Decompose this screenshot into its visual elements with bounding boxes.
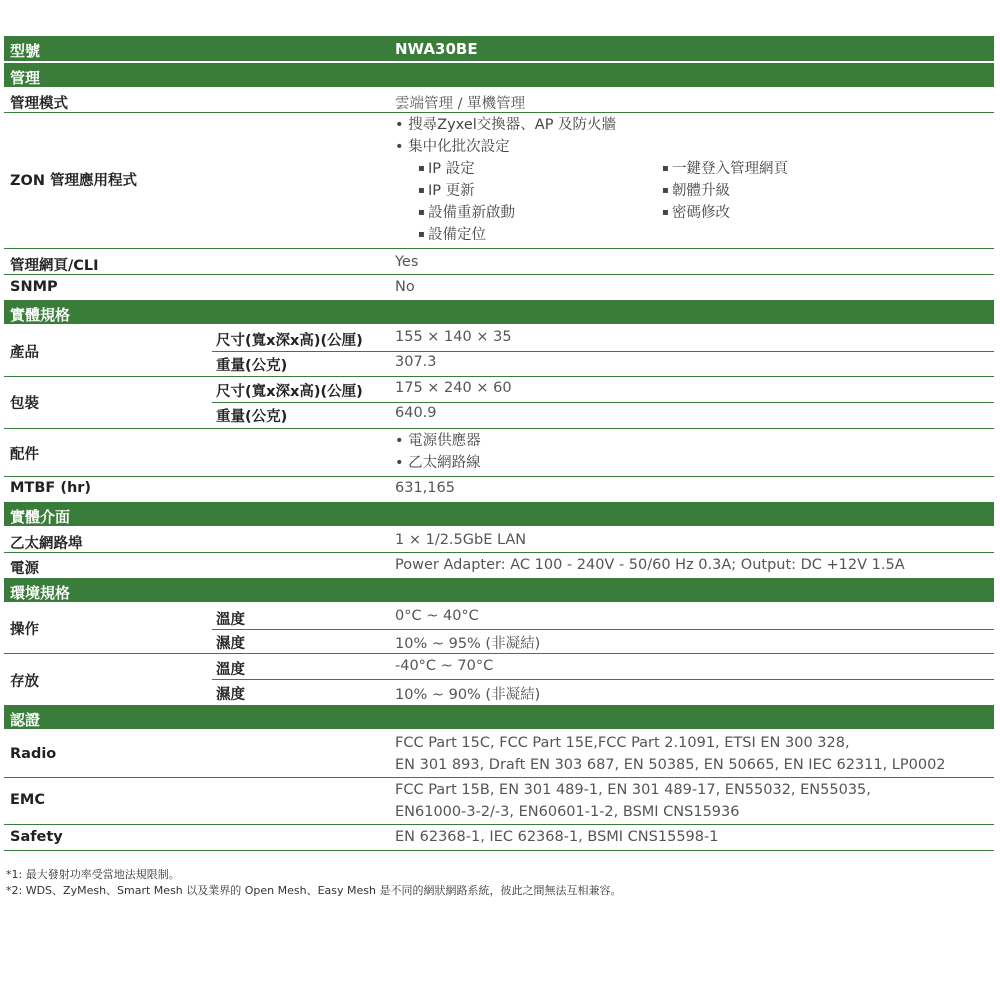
zon-bullet: • 搜尋Zyxel交換器、AP 及防火牆 bbox=[395, 114, 616, 136]
storage-row bbox=[4, 654, 994, 705]
footnote-2: *2: WDS、ZyMesh、Smart Mesh 以及業界的 Open Mesh、Easy Mesh 是不同的網狀網路系統，彼此之間無法互相兼容。 bbox=[6, 884, 622, 897]
section-title: 實體介面 bbox=[10, 508, 71, 526]
accessories-label: 配件 bbox=[10, 447, 39, 463]
zon-sub-item: ▪ 密碼修改 bbox=[662, 202, 788, 224]
zon-label: ZON 管理應用程式 bbox=[10, 173, 138, 189]
zon-bullet: • 集中化批次設定 bbox=[395, 136, 616, 158]
humidity-value: 10% ~ 95% (非凝結) bbox=[395, 636, 541, 652]
weight-value: 640.9 bbox=[395, 405, 437, 421]
section-title: 認證 bbox=[10, 711, 41, 729]
section-certification bbox=[4, 705, 994, 731]
accessory-item: • 電源供應器 bbox=[395, 430, 481, 452]
product-row bbox=[4, 326, 994, 377]
radio-row bbox=[4, 731, 994, 778]
operating-row bbox=[4, 604, 994, 654]
weight-label: 重量(公克) bbox=[216, 409, 288, 425]
humidity-label: 濕度 bbox=[216, 636, 245, 652]
emc-row bbox=[4, 778, 994, 825]
model-value: NWA30BE bbox=[395, 40, 478, 58]
package-label: 包裝 bbox=[10, 396, 39, 412]
temp-value: -40°C ~ 70°C bbox=[395, 658, 494, 674]
mgmt-mode-value: 雲端管理 / 單機管理 bbox=[395, 96, 526, 112]
zon-sub-item: ▪ 設備重新啟動 bbox=[418, 202, 515, 224]
temp-value: 0°C ~ 40°C bbox=[395, 608, 479, 624]
zon-right-sublist bbox=[662, 158, 788, 224]
web-cli-row bbox=[4, 249, 994, 275]
zon-sub-item: ▪ 韌體升級 bbox=[662, 180, 788, 202]
temp-label: 溫度 bbox=[216, 662, 245, 678]
size-label: 尺寸(寬x深x高)(公厘) bbox=[216, 333, 363, 349]
storage-temp-subrow bbox=[212, 654, 994, 680]
size-value: 175 × 240 × 60 bbox=[395, 380, 512, 396]
cert-line: FCC Part 15B, EN 301 489-1, EN 301 489-17, EN55032, EN55035, bbox=[395, 782, 871, 798]
snmp-value: No bbox=[395, 279, 415, 295]
power-row bbox=[4, 553, 994, 578]
snmp-label: SNMP bbox=[10, 279, 58, 295]
power-label: 電源 bbox=[10, 561, 39, 577]
radio-values bbox=[395, 732, 946, 776]
accessories-row bbox=[4, 429, 994, 477]
section-title: 管理 bbox=[10, 69, 41, 87]
web-cli-label: 管理網頁/CLI bbox=[10, 258, 99, 274]
zon-bullets bbox=[395, 114, 616, 158]
model-header-row bbox=[4, 36, 994, 63]
mtbf-row bbox=[4, 477, 994, 502]
snmp-row bbox=[4, 275, 994, 300]
footnote-1: *1: 最大發射功率受當地法規限制。 bbox=[6, 868, 180, 881]
zon-sub-item: ▪ 一鍵登入管理網頁 bbox=[662, 158, 788, 180]
ethernet-row bbox=[4, 528, 994, 553]
zon-sub-item: ▪ IP 設定 bbox=[418, 158, 515, 180]
zon-sub-item: ▪ IP 更新 bbox=[418, 180, 515, 202]
product-label: 產品 bbox=[10, 345, 39, 361]
zon-row bbox=[4, 113, 994, 249]
safety-row bbox=[4, 825, 994, 851]
cert-line: EN 301 893, Draft EN 303 687, EN 50385, EN 50665, EN IEC 62311, LP0002 bbox=[395, 757, 946, 773]
mtbf-value: 631,165 bbox=[395, 480, 455, 496]
cert-line: EN61000-3-2/-3, EN60601-1-2, BSMI CNS15936 bbox=[395, 804, 740, 820]
storage-label: 存放 bbox=[10, 674, 39, 690]
mgmt-mode-row bbox=[4, 89, 994, 113]
operating-label: 操作 bbox=[10, 622, 39, 638]
cert-line: FCC Part 15C, FCC Part 15E,FCC Part 2.1091, ETSI EN 300 328, bbox=[395, 735, 850, 751]
safety-value: EN 62368-1, IEC 62368-1, BSMI CNS15598-1 bbox=[395, 829, 719, 845]
weight-value: 307.3 bbox=[395, 354, 437, 370]
web-cli-value: Yes bbox=[395, 254, 419, 270]
temp-label: 溫度 bbox=[216, 612, 245, 628]
zon-sub-item: ▪ 設備定位 bbox=[418, 224, 515, 246]
radio-label: Radio bbox=[10, 746, 57, 762]
mgmt-mode-label: 管理模式 bbox=[10, 96, 68, 112]
weight-label: 重量(公克) bbox=[216, 358, 288, 374]
mtbf-label: MTBF (hr) bbox=[10, 480, 92, 496]
emc-values bbox=[395, 779, 871, 823]
size-label: 尺寸(寬x深x高)(公厘) bbox=[216, 384, 363, 400]
safety-label: Safety bbox=[10, 829, 63, 845]
humidity-label: 濕度 bbox=[216, 687, 245, 703]
section-management bbox=[4, 63, 994, 89]
accessories-list bbox=[395, 430, 481, 474]
humidity-value: 10% ~ 90% (非凝結) bbox=[395, 687, 541, 703]
emc-label: EMC bbox=[10, 792, 45, 808]
section-title: 環境規格 bbox=[10, 584, 71, 602]
product-size-subrow bbox=[212, 326, 994, 352]
power-value: Power Adapter: AC 100 - 240V - 50/60 Hz 0.3A; Output: DC +12V 1.5A bbox=[395, 557, 905, 573]
zon-left-sublist bbox=[418, 158, 515, 246]
ethernet-label: 乙太網路埠 bbox=[10, 536, 83, 552]
spec-sheet bbox=[4, 36, 994, 851]
operating-temp-subrow bbox=[212, 604, 994, 630]
section-physical bbox=[4, 300, 994, 326]
ethernet-value: 1 × 1/2.5GbE LAN bbox=[395, 532, 527, 548]
section-title: 實體規格 bbox=[10, 306, 71, 324]
package-row bbox=[4, 377, 994, 429]
section-interface bbox=[4, 502, 994, 528]
accessory-item: • 乙太網路線 bbox=[395, 452, 481, 474]
package-size-subrow bbox=[212, 377, 994, 403]
section-environment bbox=[4, 578, 994, 604]
size-value: 155 × 140 × 35 bbox=[395, 329, 512, 345]
model-label: 型號 bbox=[10, 42, 41, 60]
